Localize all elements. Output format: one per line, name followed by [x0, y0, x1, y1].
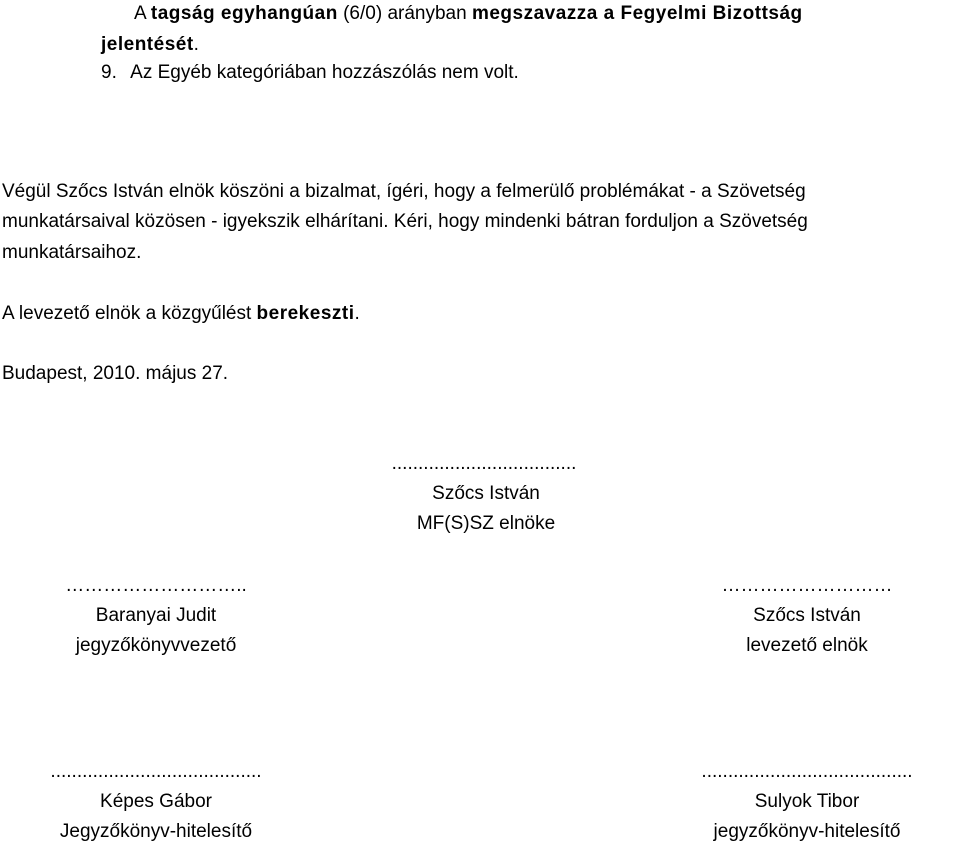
signer-name: Szőcs István — [432, 483, 540, 504]
bold-text: megszavazza a Fegyelmi Bizottság — [471, 3, 803, 24]
bold-text: jelentését — [101, 34, 194, 55]
paragraph-line: munkatársaival közösen - igyekszik elhárítani. Kéri, hogy mindenki bátran forduljon a Szövetség — [2, 211, 808, 232]
vote-result-line — [134, 2, 803, 26]
text-segment: . — [193, 34, 199, 55]
signer-title: MF(S)SZ elnöke — [416, 513, 556, 534]
item-number: 9. — [101, 62, 117, 83]
vote-result-line-2 — [101, 33, 199, 57]
signature-line: ................................... — [391, 453, 577, 474]
signer-title: jegyzőkönyvvezető — [75, 635, 237, 656]
signature-line: ……………………….. — [65, 575, 247, 596]
bold-text: tagság egyhangúan — [150, 3, 338, 24]
signer-name: Szőcs István — [753, 605, 861, 626]
text-segment: (6/0) arányban — [337, 3, 472, 24]
text-segment: A — [134, 3, 151, 24]
paragraph-line: munkatársaihoz. — [2, 242, 142, 263]
signer-title: jegyzőkönyv-hitelesítő — [713, 821, 901, 842]
text-segment: A levezető elnök a közgyűlést — [2, 303, 257, 324]
signer-title: levezető elnök — [746, 635, 868, 656]
signature-line: ........................................ — [701, 761, 913, 782]
text-segment: . — [354, 303, 360, 324]
bold-text: berekeszti — [256, 303, 355, 324]
signature-line: ……………………… — [721, 575, 893, 596]
signer-name: Sulyok Tibor — [754, 791, 860, 812]
paragraph-line: Végül Szőcs István elnök köszöni a bizalmat, ígéri, hogy a felmerülő problémákat - a Szövetség — [2, 181, 806, 202]
signer-name: Baranyai Judit — [95, 605, 217, 626]
item-text: Az Egyéb kategóriában hozzászólás nem volt. — [130, 62, 519, 83]
agenda-item-9 — [101, 61, 519, 85]
signer-name: Képes Gábor — [100, 791, 212, 812]
closing-statement — [2, 302, 360, 326]
place-date: Budapest, 2010. május 27. — [2, 363, 229, 384]
signature-line: ........................................ — [50, 761, 262, 782]
signer-title: Jegyzőkönyv-hitelesítő — [59, 821, 253, 842]
